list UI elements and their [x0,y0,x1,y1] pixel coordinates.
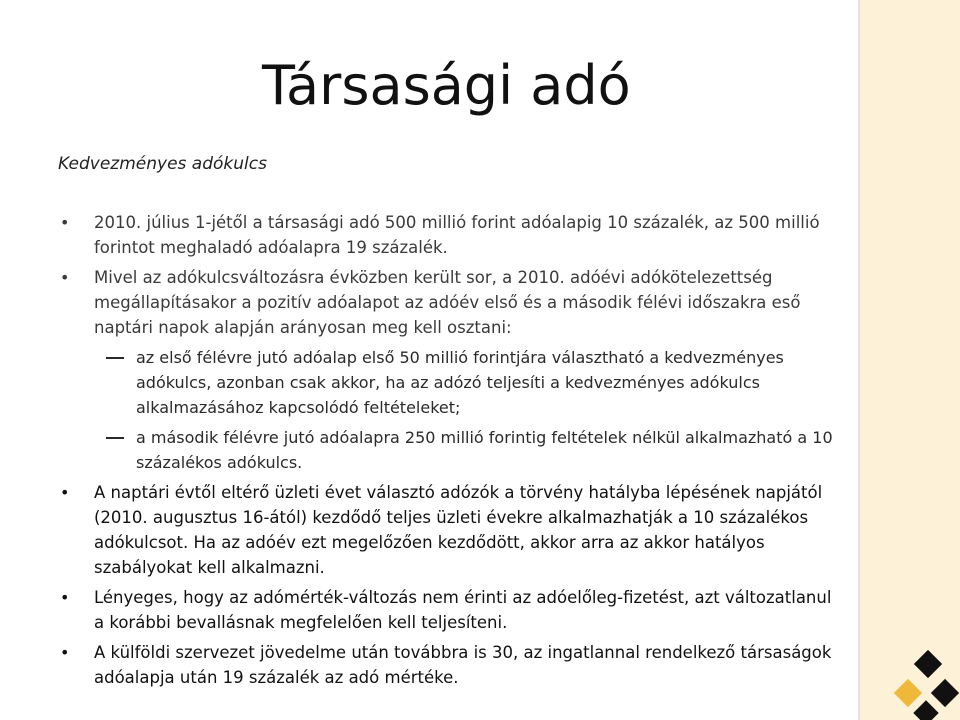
sub-bullet-item [60,425,835,475]
sub-bullet-text: az első félévre jutó adóalap első 50 millió forintjára választható a kedvezményes adókulcs, azonban csak akkor, ha az adózó teljesíti a kedvezményes adókulcs alkalmazásához kapcsolódó feltételeket; [136,348,784,417]
bullet-dot-icon: • [60,588,70,607]
sub-bullet-item [60,345,835,420]
logo-square-right [931,679,959,707]
decorative-side-stripe [860,0,960,720]
diamond-squares-logo-icon [892,650,960,720]
bullet-text: Mivel az adókulcsváltozásra évközben került sor, a 2010. adóévi adókötelezettség megállapításakor a pozitív adóalapot az adóév első és a második félévi időszakra eső naptári napok alapján arányosan meg kell osztani: [94,268,801,337]
bullet-dot-icon: • [60,643,70,662]
logo-square-top [914,650,942,678]
slide-content [60,210,835,695]
bullet-text: 2010. július 1-jétől a társasági adó 500 millió forint adóalapig 10 százalék, az 500 millió forintot meghaladó adóalapra 19 százalék. [94,213,820,257]
bullet-item [60,640,835,690]
dash-icon [106,357,124,359]
bullet-item [60,480,835,580]
bullet-dot-icon: • [60,268,70,287]
bullet-item [60,585,835,635]
bullet-text: A külföldi szervezet jövedelme után továbbra is 30, az ingatlannal rendelkező társaságok adóalapja után 19 százalék az adó mértéke. [94,643,832,687]
slide-title: Társasági adó [262,54,631,117]
logo-square-bottom [913,700,938,720]
bullet-item [60,210,835,260]
bullet-text: A naptári évtől eltérő üzleti évet választó adózók a törvény hatályba lépésének napjától (2010. augusztus 16-ától) kezdődő teljes üzleti évekre alkalmazhatják a 10 százalékos adókulcsot. Ha az adóév ezt megelőzően kezdődött, akkor arra az akkor hatályos szabályokat kell alkalmazni. [94,483,823,577]
decorative-stripe-border [858,0,860,720]
bullet-item [60,265,835,340]
logo-square-left [894,679,922,707]
dash-icon [106,437,124,439]
bullet-dot-icon: • [60,213,70,232]
bullet-dot-icon: • [60,483,70,502]
bullet-text: Lényeges, hogy az adómérték-változás nem érinti az adóelőleg-fizetést, azt változatlanul a korábbi bevallásnak megfelelően kell teljesíteni. [94,588,832,632]
sub-bullet-text: a második félévre jutó adóalapra 250 millió forintig feltételek nélkül alkalmazható a 10 százalékos adókulcs. [136,428,833,472]
slide-subtitle: Kedvezményes adókulcs [58,154,267,174]
